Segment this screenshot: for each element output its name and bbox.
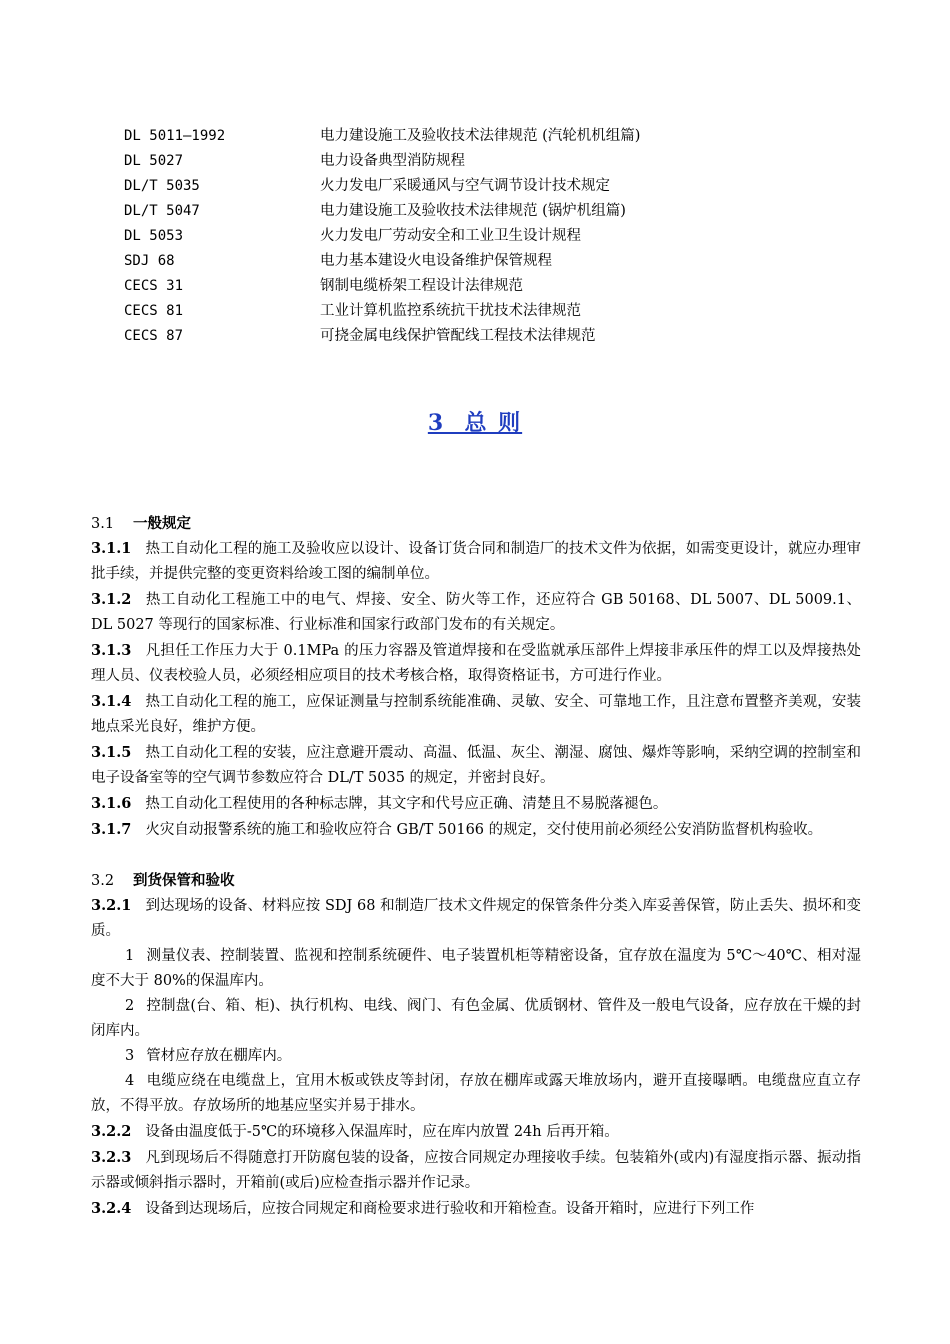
reference-title: 电力设备典型消防规程 [320, 153, 465, 169]
clause-number: 3.2.2 [91, 1123, 132, 1140]
reference-code: CECS 31 [124, 278, 184, 294]
reference-title: 钢制电缆桥架工程设计法律规范 [320, 278, 523, 294]
clause [91, 817, 861, 843]
reference-row [124, 124, 884, 149]
reference-title: 火力发电厂劳动安全和工业卫生设计规程 [320, 228, 581, 244]
clause-text: 凡到现场后不得随意打开防腐包装的设备，应按合同规定办理接收手续。包装箱外(或内)有湿度指示器、振动指示器或倾斜指示器时，开箱前(或后)应检查指示器并作记录。 [91, 1150, 861, 1191]
clause-number: 3.1.4 [91, 693, 132, 710]
clause-number: 3.2.1 [91, 897, 132, 914]
clause-text: 设备由温度低于-5℃的环境移入保温库时，应在库内放置 24h 后再开箱。 [145, 1124, 619, 1140]
clause-text: 热工自动化工程施工中的电气、焊接、安全、防火等工作，还应符合 GB 50168、DL 5007、DL 5009.1、DL 5027 等现行的国家标准、行业标准和国家行政部门发布的有关规定。 [91, 592, 861, 633]
list-item [91, 1044, 861, 1069]
clause [91, 893, 861, 944]
document-body [91, 511, 861, 1222]
clause-number: 3.1.7 [91, 821, 132, 838]
list-item [91, 994, 861, 1044]
reference-code: DL/T 5047 [124, 203, 200, 219]
section-spacer [91, 843, 861, 868]
reference-code: CECS 81 [124, 303, 184, 319]
reference-code: DL 5027 [124, 153, 184, 169]
clause [91, 638, 861, 689]
item-number: 2 [125, 998, 135, 1014]
clause [91, 1119, 861, 1145]
reference-row [124, 249, 884, 274]
item-number: 4 [125, 1073, 135, 1089]
clause-text: 热工自动化工程使用的各种标志牌，其文字和代号应正确、清楚且不易脱落褪色。 [145, 796, 668, 812]
clause [91, 689, 861, 740]
reference-row [124, 174, 884, 199]
clause-text: 到达现场的设备、材料应按 SDJ 68 和制造厂技术文件规定的保管条件分类入库妥善保管，防止丢失、损坏和变质。 [91, 898, 861, 939]
clause-number: 3.1.2 [91, 591, 132, 608]
section-heading [91, 511, 861, 536]
chapter-title-link[interactable]: 3 总 则 [427, 410, 523, 436]
reference-row [124, 299, 884, 324]
reference-code: DL 5011—1992 [124, 128, 226, 144]
clause-text: 热工自动化工程的施工，应保证测量与控制系统能准确、灵敏、安全、可靠地工作，且注意布置整齐美观，安装地点采光良好，维护方便。 [91, 694, 861, 735]
clause [91, 587, 861, 638]
item-text: 管材应存放在棚库内。 [146, 1048, 292, 1064]
reference-standards-list [124, 124, 884, 349]
clause-number: 3.2.3 [91, 1149, 132, 1166]
section-title: 一般规定 [133, 515, 191, 532]
section-number: 3.1 [91, 516, 115, 532]
reference-row [124, 274, 884, 299]
item-number: 1 [125, 948, 135, 964]
reference-code: DL 5053 [124, 228, 184, 244]
item-text: 电缆应绕在电缆盘上，宜用木板或铁皮等封闭，存放在棚库或露天堆放场内，避开直接曝晒。电缆盘应直立存放，不得平放。存放场所的地基应坚实并易于排水。 [91, 1073, 861, 1114]
clause [91, 1196, 861, 1222]
reference-title: 电力基本建设火电设备维护保管规程 [320, 253, 552, 269]
reference-row [124, 224, 884, 249]
clause-text: 热工自动化工程的施工及验收应以设计、设备订货合同和制造厂的技术文件为依据，如需变更设计，就应办理审批手续，并提供完整的变更资料给竣工图的编制单位。 [91, 541, 861, 582]
clause [91, 536, 861, 587]
section-heading [91, 868, 861, 893]
list-item [91, 944, 861, 994]
reference-row [124, 324, 884, 349]
list-item [91, 1069, 861, 1119]
clause [91, 1145, 861, 1196]
reference-code: SDJ 68 [124, 253, 175, 269]
clause-text: 设备到达现场后，应按合同规定和商检要求进行验收和开箱检查。设备开箱时，应进行下列工作 [145, 1201, 755, 1217]
reference-row [124, 149, 884, 174]
reference-title: 电力建设施工及验收技术法律规范 (锅炉机组篇) [320, 203, 626, 219]
reference-title: 电力建设施工及验收技术法律规范 (汽轮机机组篇) [320, 128, 641, 144]
reference-code: DL/T 5035 [124, 178, 200, 194]
clause-text: 热工自动化工程的安装，应注意避开震动、高温、低温、灰尘、潮湿、腐蚀、爆炸等影响，采纳空调的控制室和电子设备室等的空气调节参数应符合 DL/T 5035 的规定，并密封良好。 [91, 745, 861, 786]
reference-title: 可挠金属电线保护管配线工程技术法律规范 [320, 328, 596, 344]
clause-number: 3.1.6 [91, 795, 132, 812]
item-text: 控制盘(台、箱、柜)、执行机构、电线、阀门、有色金属、优质钢材、管件及一般电气设备，应存放在干燥的封闭库内。 [91, 998, 861, 1039]
reference-code: CECS 87 [124, 328, 184, 344]
clause [91, 791, 861, 817]
item-number: 3 [125, 1048, 135, 1064]
reference-title: 火力发电厂采暖通风与空气调节设计技术规定 [320, 178, 610, 194]
section-title: 到货保管和验收 [133, 872, 235, 889]
clause-text: 凡担任工作压力大于 0.1MPa 的压力容器及管道焊接和在受监就承压部件上焊接非承压件的焊工以及焊接热处理人员、仪表校验人员，必须经相应项目的技术考核合格，取得资格证书，方可进行作业。 [91, 643, 861, 684]
clause-text: 火灾自动报警系统的施工和验收应符合 GB/T 50166 的规定，交付使用前必须经公安消防监督机构验收。 [145, 822, 823, 838]
clause [91, 740, 861, 791]
section-number: 3.2 [91, 873, 115, 889]
reference-row [124, 199, 884, 224]
reference-title: 工业计算机监控系统抗干扰技术法律规范 [320, 303, 581, 319]
clause-number: 3.2.4 [91, 1200, 132, 1217]
clause-number: 3.1.3 [91, 642, 132, 659]
item-text: 测量仪表、控制装置、监视和控制系统硬件、电子装置机柜等精密设备，宜存放在温度为 5℃～40℃、相对湿度不大于 80%的保温库内。 [91, 948, 861, 989]
clause-number: 3.1.1 [91, 540, 132, 557]
clause-number: 3.1.5 [91, 744, 132, 761]
